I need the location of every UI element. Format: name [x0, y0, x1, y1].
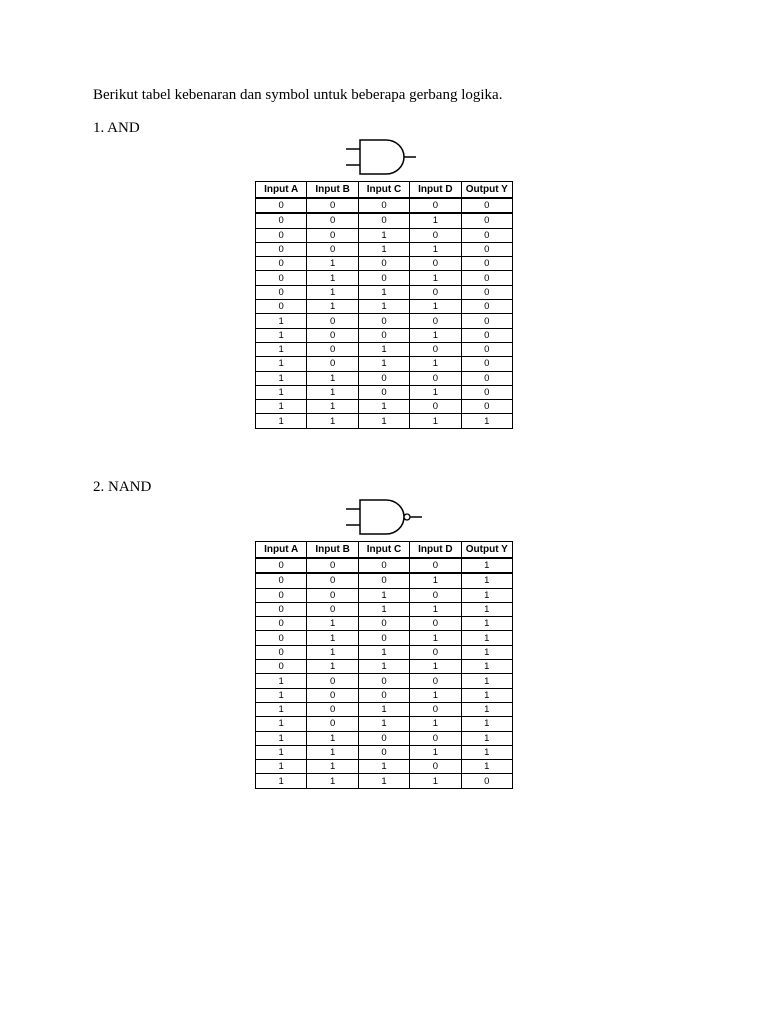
- table-cell: 1: [256, 342, 307, 356]
- table-cell: 1: [307, 617, 358, 631]
- table-cell: 1: [307, 285, 358, 299]
- table-cell: 0: [307, 314, 358, 328]
- table-cell: 1: [256, 774, 307, 788]
- table-cell: 0: [256, 242, 307, 256]
- table-row: [256, 745, 513, 759]
- table-cell: 1: [358, 400, 409, 414]
- table-row: [256, 271, 513, 285]
- table-row: [256, 558, 513, 573]
- table-cell: 0: [256, 558, 307, 573]
- table-cell: 1: [307, 660, 358, 674]
- table-row: [256, 300, 513, 314]
- table-cell: 1: [307, 371, 358, 385]
- table-cell: 1: [256, 357, 307, 371]
- table-cell: 1: [358, 228, 409, 242]
- table-cell: 1: [256, 328, 307, 342]
- column-header: Output Y: [461, 182, 512, 199]
- table-cell: 1: [461, 674, 512, 688]
- table-cell: 0: [461, 242, 512, 256]
- table-cell: 1: [307, 300, 358, 314]
- table-cell: 0: [358, 385, 409, 399]
- table-row: [256, 285, 513, 299]
- table-cell: 0: [410, 371, 461, 385]
- table-cell: 0: [307, 688, 358, 702]
- table-cell: 0: [307, 328, 358, 342]
- table-row: [256, 660, 513, 674]
- table-row: [256, 342, 513, 356]
- table-row: [256, 717, 513, 731]
- table-cell: 0: [358, 688, 409, 702]
- table-row: [256, 314, 513, 328]
- table-cell: 1: [256, 731, 307, 745]
- table-cell: 0: [461, 213, 512, 228]
- table-cell: 0: [358, 617, 409, 631]
- table-cell: 0: [410, 617, 461, 631]
- table-cell: 1: [410, 745, 461, 759]
- table-row: [256, 414, 513, 428]
- column-header: Input B: [307, 542, 358, 559]
- table-cell: 0: [461, 314, 512, 328]
- table-cell: 0: [256, 573, 307, 588]
- table-cell: 0: [256, 228, 307, 242]
- table-cell: 0: [256, 271, 307, 285]
- table-cell: 0: [461, 271, 512, 285]
- table-cell: 1: [307, 760, 358, 774]
- table-row: [256, 702, 513, 716]
- column-header: Input A: [256, 182, 307, 199]
- table-cell: 1: [256, 314, 307, 328]
- table-cell: 1: [410, 385, 461, 399]
- table-cell: 1: [307, 271, 358, 285]
- table-cell: 0: [358, 213, 409, 228]
- table-row: [256, 617, 513, 631]
- table-cell: 1: [410, 717, 461, 731]
- table-cell: 0: [307, 717, 358, 731]
- table-cell: 1: [358, 717, 409, 731]
- table-cell: 0: [358, 257, 409, 271]
- table-cell: 0: [307, 588, 358, 602]
- table-cell: 1: [461, 731, 512, 745]
- table-cell: 1: [358, 602, 409, 616]
- table-cell: 0: [410, 645, 461, 659]
- column-header: Output Y: [461, 542, 512, 559]
- table-row: [256, 645, 513, 659]
- table-cell: 0: [410, 588, 461, 602]
- table-cell: 0: [256, 285, 307, 299]
- table-cell: 1: [461, 602, 512, 616]
- table-cell: 1: [461, 760, 512, 774]
- table-row: [256, 760, 513, 774]
- table-cell: 0: [307, 228, 358, 242]
- table-cell: 1: [358, 702, 409, 716]
- table-cell: 0: [461, 328, 512, 342]
- table-cell: 1: [358, 760, 409, 774]
- table-cell: 1: [461, 588, 512, 602]
- table-cell: 1: [358, 588, 409, 602]
- and-gate-icon: [340, 138, 430, 178]
- table-cell: 1: [358, 660, 409, 674]
- table-cell: 0: [358, 745, 409, 759]
- table-cell: 1: [461, 688, 512, 702]
- table-row: [256, 400, 513, 414]
- table-cell: 0: [307, 357, 358, 371]
- table-cell: 1: [461, 745, 512, 759]
- table-cell: 0: [410, 342, 461, 356]
- table-cell: 0: [461, 198, 512, 213]
- table-cell: 1: [358, 242, 409, 256]
- table-cell: 0: [307, 702, 358, 716]
- table-cell: 0: [358, 731, 409, 745]
- table-row: [256, 588, 513, 602]
- table-cell: 0: [410, 228, 461, 242]
- table-cell: 0: [358, 198, 409, 213]
- table-cell: 1: [410, 414, 461, 428]
- table-row: [256, 198, 513, 213]
- table-cell: 0: [461, 371, 512, 385]
- table-cell: 0: [307, 242, 358, 256]
- table-cell: 1: [410, 242, 461, 256]
- section-heading-nand: 2. NAND: [93, 479, 152, 495]
- table-row: [256, 631, 513, 645]
- table-cell: 1: [307, 257, 358, 271]
- table-cell: 1: [358, 357, 409, 371]
- table-cell: 0: [307, 558, 358, 573]
- table-cell: 0: [410, 760, 461, 774]
- table-cell: 0: [410, 702, 461, 716]
- table-row: [256, 257, 513, 271]
- table-cell: 1: [410, 573, 461, 588]
- table-cell: 1: [461, 414, 512, 428]
- table-row: [256, 688, 513, 702]
- table-cell: 0: [410, 558, 461, 573]
- nand-gate-icon: [340, 498, 430, 538]
- table-cell: 0: [358, 314, 409, 328]
- table-cell: 0: [358, 558, 409, 573]
- table-cell: 0: [358, 674, 409, 688]
- table-cell: 0: [256, 645, 307, 659]
- table-cell: 1: [410, 631, 461, 645]
- table-row: [256, 328, 513, 342]
- table-cell: 1: [461, 631, 512, 645]
- table-cell: 0: [307, 573, 358, 588]
- table-cell: 1: [410, 328, 461, 342]
- table-row: [256, 674, 513, 688]
- table-cell: 1: [256, 702, 307, 716]
- table-cell: 0: [307, 342, 358, 356]
- table-cell: 0: [358, 271, 409, 285]
- column-header: Input C: [358, 182, 409, 199]
- table-cell: 1: [461, 617, 512, 631]
- table-cell: 1: [307, 645, 358, 659]
- table-cell: 1: [461, 645, 512, 659]
- table-cell: 1: [410, 213, 461, 228]
- table-cell: 1: [461, 558, 512, 573]
- table-cell: 0: [461, 285, 512, 299]
- table-row: [256, 242, 513, 256]
- column-header: Input D: [410, 182, 461, 199]
- table-cell: 0: [410, 400, 461, 414]
- table-cell: 0: [410, 198, 461, 213]
- table-row: [256, 371, 513, 385]
- table-cell: 0: [256, 198, 307, 213]
- table-cell: 0: [358, 631, 409, 645]
- table-row: [256, 573, 513, 588]
- table-cell: 1: [307, 400, 358, 414]
- table-cell: 0: [256, 631, 307, 645]
- table-cell: 1: [461, 702, 512, 716]
- table-cell: 0: [256, 588, 307, 602]
- table-cell: 0: [256, 660, 307, 674]
- table-cell: 1: [358, 774, 409, 788]
- table-cell: 0: [256, 213, 307, 228]
- table-row: [256, 602, 513, 616]
- table-cell: 1: [256, 674, 307, 688]
- table-cell: 0: [461, 300, 512, 314]
- table-cell: 0: [410, 674, 461, 688]
- table-cell: 1: [307, 414, 358, 428]
- table-cell: 1: [358, 414, 409, 428]
- column-header: Input C: [358, 542, 409, 559]
- table-cell: 1: [358, 645, 409, 659]
- table-cell: 1: [256, 717, 307, 731]
- table-row: [256, 357, 513, 371]
- table-cell: 0: [461, 385, 512, 399]
- column-header: Input B: [307, 182, 358, 199]
- table-cell: 0: [307, 198, 358, 213]
- table-cell: 1: [307, 745, 358, 759]
- table-cell: 1: [358, 342, 409, 356]
- table-cell: 1: [461, 660, 512, 674]
- table-row: [256, 774, 513, 788]
- intro-text: Berikut tabel kebenaran dan symbol untuk beberapa gerbang logika.: [93, 87, 503, 103]
- table-row: [256, 731, 513, 745]
- table-cell: 1: [410, 774, 461, 788]
- section-heading-and: 1. AND: [93, 120, 140, 136]
- nand-truth-table: [255, 541, 513, 789]
- table-row: [256, 228, 513, 242]
- column-header: Input A: [256, 542, 307, 559]
- table-cell: 1: [256, 371, 307, 385]
- table-cell: 0: [461, 774, 512, 788]
- table-cell: 0: [307, 674, 358, 688]
- table-cell: 1: [307, 385, 358, 399]
- table-cell: 0: [358, 371, 409, 385]
- table-cell: 0: [256, 617, 307, 631]
- column-header: Input D: [410, 542, 461, 559]
- table-cell: 1: [256, 760, 307, 774]
- table-cell: 1: [256, 400, 307, 414]
- table-cell: 0: [307, 602, 358, 616]
- table-cell: 0: [461, 342, 512, 356]
- table-cell: 1: [256, 385, 307, 399]
- table-cell: 0: [256, 300, 307, 314]
- table-cell: 1: [307, 731, 358, 745]
- table-cell: 0: [256, 602, 307, 616]
- table-cell: 1: [410, 271, 461, 285]
- table-cell: 1: [256, 688, 307, 702]
- table-cell: 1: [461, 717, 512, 731]
- table-cell: 0: [410, 731, 461, 745]
- table-cell: 1: [358, 285, 409, 299]
- table-cell: 0: [358, 328, 409, 342]
- table-cell: 0: [461, 257, 512, 271]
- table-cell: 1: [410, 357, 461, 371]
- table-cell: 0: [461, 228, 512, 242]
- table-cell: 0: [410, 257, 461, 271]
- table-cell: 1: [410, 602, 461, 616]
- table-cell: 0: [256, 257, 307, 271]
- table-cell: 1: [256, 745, 307, 759]
- table-cell: 0: [410, 314, 461, 328]
- table-cell: 0: [461, 357, 512, 371]
- table-cell: 0: [461, 400, 512, 414]
- table-row: [256, 213, 513, 228]
- table-cell: 1: [307, 774, 358, 788]
- table-cell: 0: [307, 213, 358, 228]
- table-cell: 1: [410, 660, 461, 674]
- table-cell: 0: [358, 573, 409, 588]
- table-cell: 1: [256, 414, 307, 428]
- and-truth-table: [255, 181, 513, 429]
- table-cell: 1: [410, 688, 461, 702]
- table-cell: 1: [307, 631, 358, 645]
- table-cell: 0: [410, 285, 461, 299]
- table-cell: 1: [358, 300, 409, 314]
- table-cell: 1: [461, 573, 512, 588]
- table-row: [256, 385, 513, 399]
- table-cell: 1: [410, 300, 461, 314]
